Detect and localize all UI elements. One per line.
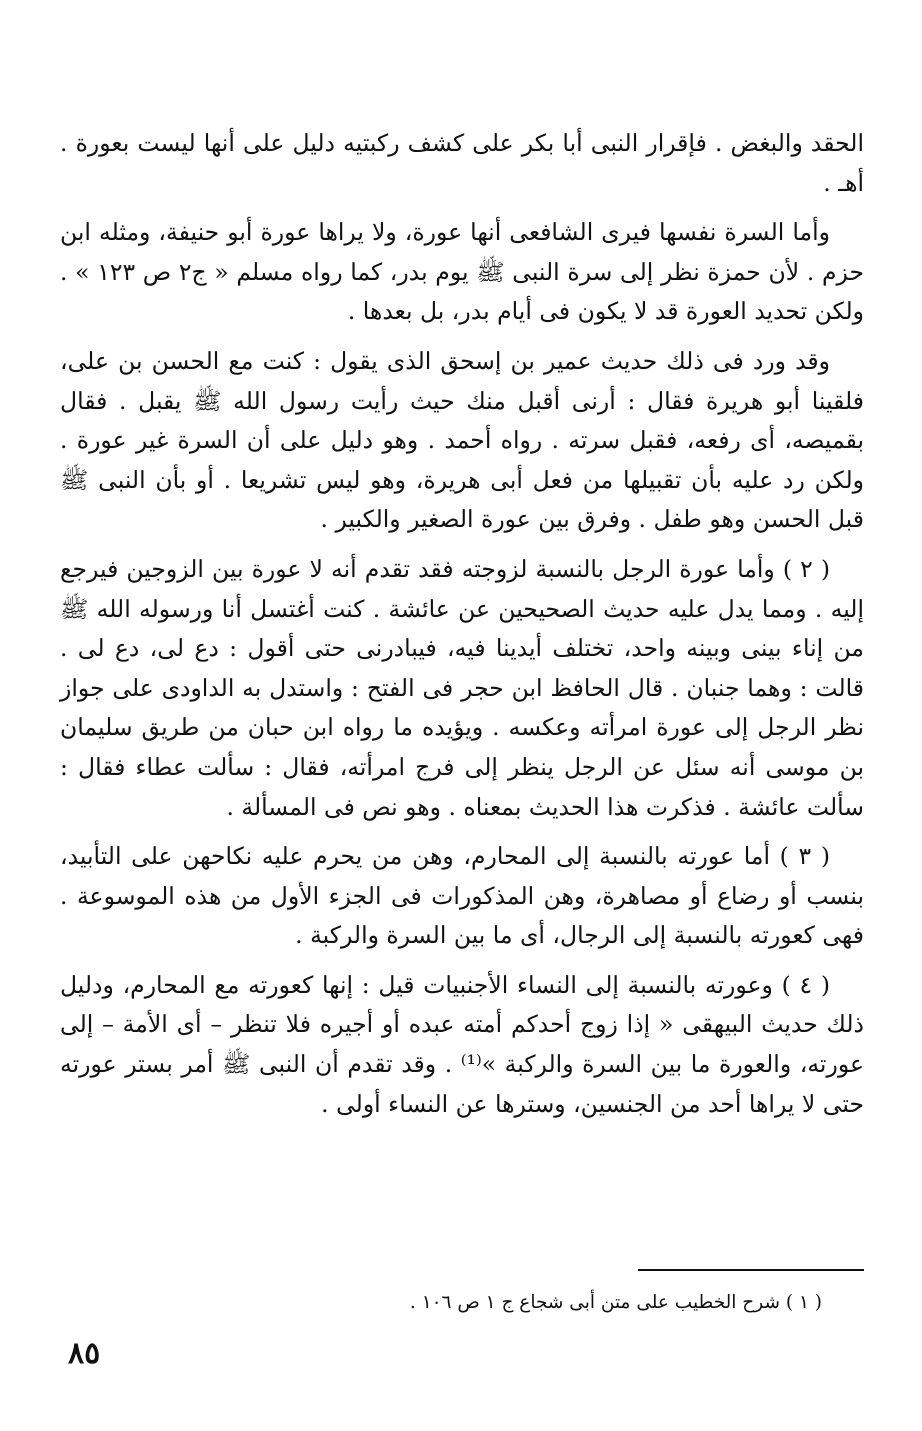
paragraph-section-4: ( ٤ ) وعورته بالنسبة إلى النساء الأجنبيات قيل : إنها كعورته مع المحارم، ودليل ذلك حديث البيهقى « إذا زوج أحدكم أمته عبده أو أجيره فلا تنظر – أى الأمة – إلى عورته، والعورة ما بين السرة والركبة »⁽¹⁾ . وقد تقدم أن النبى ﷺ أمر بستر عورته حتى لا يراها أحد من الجنسين، وسترها عن النساء أولى .: [60, 970, 864, 1118]
body-text: [60, 124, 864, 1134]
paragraph-navel: وأما السرة نفسها فيرى الشافعى أنها عورة، ولا يراها عورة أبو حنيفة، ومثله ابن حزم . لأن حمزة نظر إلى سرة النبى ﷺ يوم بدر، كما رواه مسلم « ج٢ ص ١٢٣ » . ولكن تحديد العورة قد لا يكون فى أيام بدر، بل بعدها .: [60, 218, 864, 326]
paragraph-section-3: ( ٣ ) أما عورته بالنسبة إلى المحارم، وهن من يحرم عليه نكاحهن على التأبيد، بنسب أو رضاع أو مصاهرة، وهن المذكورات فى الجزء الأول من هذه الموسوعة . فهى كعورته بالنسبة إلى الرجال، أى ما بين السرة والركبة .: [60, 842, 864, 950]
page-number: ٨٥: [68, 1336, 101, 1371]
paragraph-hadith-umair: وقد ورد فى ذلك حديث عمير بن إسحق الذى يقول : كنت مع الحسن بن على، فلقينا أبو هريرة فقال : أرنى أقبل منك حيث رأيت رسول الله ﷺ يقبل . فقال بقميصه، أى رفعه، فقبل سرته . رواه أحمد . وهو دليل على أن السرة غير عورة . ولكن رد عليه بأن تقبيلها من فعل أبى هريرة، وهو ليس تشريعا . أو بأن النبى ﷺ قبل الحسن وهو طفل . وفرق بين عورة الصغير والكبير .: [60, 346, 864, 534]
paragraph-continuation: الحقد والبغض . فإقرار النبى أبا بكر على كشف ركبتيه دليل على أنها ليست بعورة . أهـ .: [60, 129, 864, 197]
footnote: ( ١ ) شرح الخطيب على متن أبى شجاع ج ١ ص ١٠٦ .: [409, 1292, 822, 1313]
footnote-divider: [638, 1269, 864, 1271]
paragraph-section-2: ( ٢ ) وأما عورة الرجل بالنسبة لزوجته فقد تقدم أنه لا عورة بين الزوجين فيرجع إليه . ومما يدل عليه حديث الصحيحين عن عائشة . كنت أغتسل أنا ورسوله الله ﷺ من إناء بينى وبينه واحد، تختلف أيدينا فيه، فيبادرنى حتى أقول : دع لى، دع لى . قالت : وهما جنبان . قال الحافظ ابن حجر فى الفتح : واستدل به الداودى على جواز نظر الرجل إلى عورة امرأته وعكسه . ويؤيده ما رواه ابن حبان من طريق سليمان بن موسى أنه سئل عن الرجل ينظر إلى فرج امرأته، فقال : سألت عطاء فقال : سألت عائشة . فذكرت هذا الحديث بمعناه . وهو نص فى المسألة .: [60, 554, 864, 821]
